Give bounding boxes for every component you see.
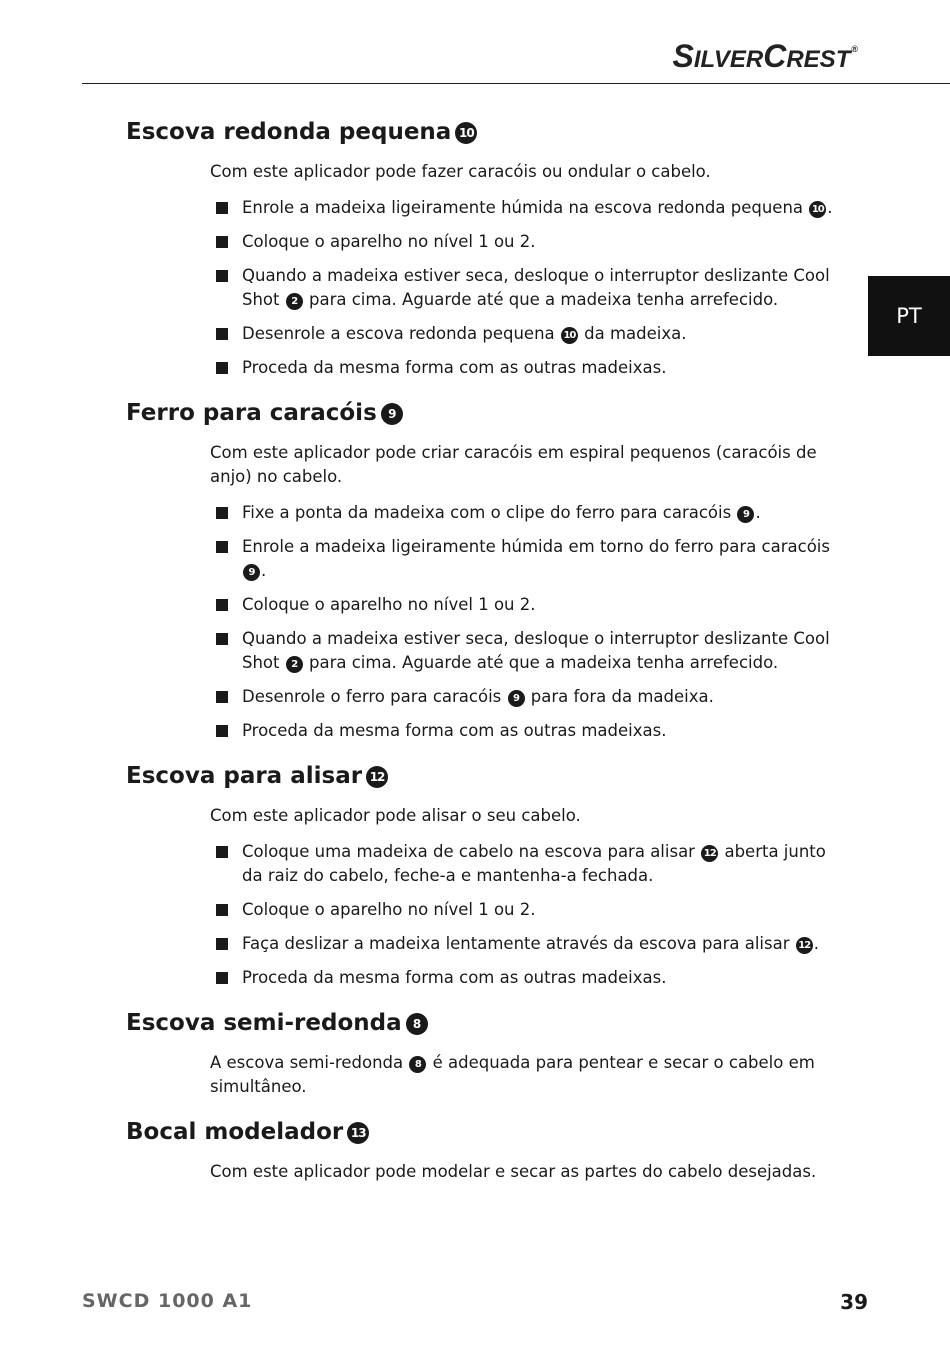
text-run: Coloque o aparelho no nível 1 ou 2. [242,900,536,919]
section-heading [126,1116,846,1148]
section-title: Escova semi-redonda [126,1010,402,1036]
instruction-list [126,501,846,743]
square-bullet-icon [216,599,228,611]
instruction-list [126,840,846,990]
section [126,1116,846,1184]
square-bullet-icon [216,846,228,858]
section-intro: Com este aplicador pode fazer caracóis ou ondular o cabelo. [210,162,711,181]
list-item [242,230,842,254]
text-run: Proceda da mesma forma com as outras madeixas. [242,358,667,377]
list-item [242,322,842,346]
part-number-icon: 9 [381,403,403,425]
text-run: para cima. Aguarde até que a madeixa tenha arrefecido. [303,653,779,672]
text-run: . [827,198,833,217]
square-bullet-icon [216,328,228,340]
part-number-icon: 12 [796,937,813,954]
section-intro [210,1051,840,1099]
language-tab-label: PT [896,304,922,328]
list-item [242,356,842,380]
square-bullet-icon [216,691,228,703]
list-item [242,535,842,583]
part-number-icon: 12 [366,766,388,788]
square-bullet-icon [216,202,228,214]
instruction-list [126,196,846,380]
square-bullet-icon [216,972,228,984]
text-run: A escova semi-redonda [210,1053,409,1072]
text-run: . [261,561,267,580]
text-run: Desenrole a escova redonda pequena [242,324,560,343]
square-bullet-icon [216,541,228,553]
list-item [242,898,842,922]
list-item [242,264,842,312]
part-number-icon: 2 [286,656,303,673]
list-item [242,719,842,743]
list-item [242,932,842,956]
silvercrest-logo: SILVERCREST® [672,38,858,74]
text-run: . [755,503,761,522]
section [126,760,846,990]
text-run: da madeixa. [578,324,687,343]
text-run: . [813,934,819,953]
section-intro: Com este aplicador pode criar caracóis em espiral pequenos (caracóis de anjo) no cabelo. [210,443,817,486]
manual-content [126,116,846,1201]
list-item [242,685,842,709]
section [126,397,846,743]
part-number-icon: 9 [737,506,754,523]
text-run: Coloque uma madeixa de cabelo na escova para alisar [242,842,701,861]
section-title: Escova para alisar [126,763,363,789]
list-item [242,627,842,675]
list-item [242,196,842,220]
part-number-icon: 10 [561,327,578,344]
square-bullet-icon [216,236,228,248]
text-run: Coloque o aparelho no nível 1 ou 2. [242,595,536,614]
section-intro: Com este aplicador pode modelar e secar as partes do cabelo desejadas. [210,1162,817,1181]
part-number-icon: 8 [406,1013,428,1035]
section-title: Ferro para caracóis [126,400,377,426]
square-bullet-icon [216,904,228,916]
text-run: Desenrole o ferro para caracóis [242,687,507,706]
header-rule [82,83,950,84]
square-bullet-icon [216,507,228,519]
section-heading [126,760,846,792]
part-number-icon: 2 [286,293,303,310]
part-number-icon: 10 [455,122,477,144]
section-title: Escova redonda pequena [126,119,452,145]
text-run: para cima. Aguarde até que a madeixa tenha arrefecido. [303,290,779,309]
text-run: Fixe a ponta da madeixa com o clipe do ferro para caracóis [242,503,737,522]
text-run: aberta junto da raiz do cabelo, feche-a e mantenha-a fechada. [242,842,826,885]
square-bullet-icon [216,633,228,645]
section [126,1007,846,1099]
page-number: 39 [840,1290,868,1314]
text-run: Enrole a madeixa ligeiramente húmida na escova redonda pequena [242,198,809,217]
list-item [242,840,842,888]
part-number-icon: 9 [508,690,525,707]
section [126,116,846,380]
text-run: Quando a madeixa estiver seca, desloque o interruptor deslizante Cool Shot [242,629,830,672]
part-number-icon: 13 [347,1122,369,1144]
text-run: Coloque o aparelho no nível 1 ou 2. [242,232,536,251]
text-run: para fora da madeixa. [525,687,714,706]
list-item [242,966,842,990]
square-bullet-icon [216,270,228,282]
section-intro: Com este aplicador pode alisar o seu cabelo. [210,806,581,825]
text-run: é adequada para pentear e secar o cabelo em simultâneo. [210,1053,815,1096]
square-bullet-icon [216,938,228,950]
part-number-icon: 10 [809,201,826,218]
square-bullet-icon [216,362,228,374]
list-item [242,501,842,525]
language-tab [868,276,950,356]
text-run: Faça deslizar a madeixa lentamente através da escova para alisar [242,934,795,953]
section-heading [126,397,846,429]
section-title: Bocal modelador [126,1119,344,1145]
text-run: Proceda da mesma forma com as outras madeixas. [242,721,667,740]
text-run: Enrole a madeixa ligeiramente húmida em torno do ferro para caracóis [242,537,830,556]
part-number-icon: 8 [409,1056,426,1073]
text-run: Quando a madeixa estiver seca, desloque o interruptor deslizante Cool Shot [242,266,830,309]
square-bullet-icon [216,725,228,737]
section-heading [126,116,846,148]
list-item [242,593,842,617]
section-heading [126,1007,846,1039]
text-run: Proceda da mesma forma com as outras madeixas. [242,968,667,987]
part-number-icon: 9 [243,564,260,581]
part-number-icon: 12 [701,845,718,862]
footer-model: SWCD 1000 A1 [82,1290,253,1312]
